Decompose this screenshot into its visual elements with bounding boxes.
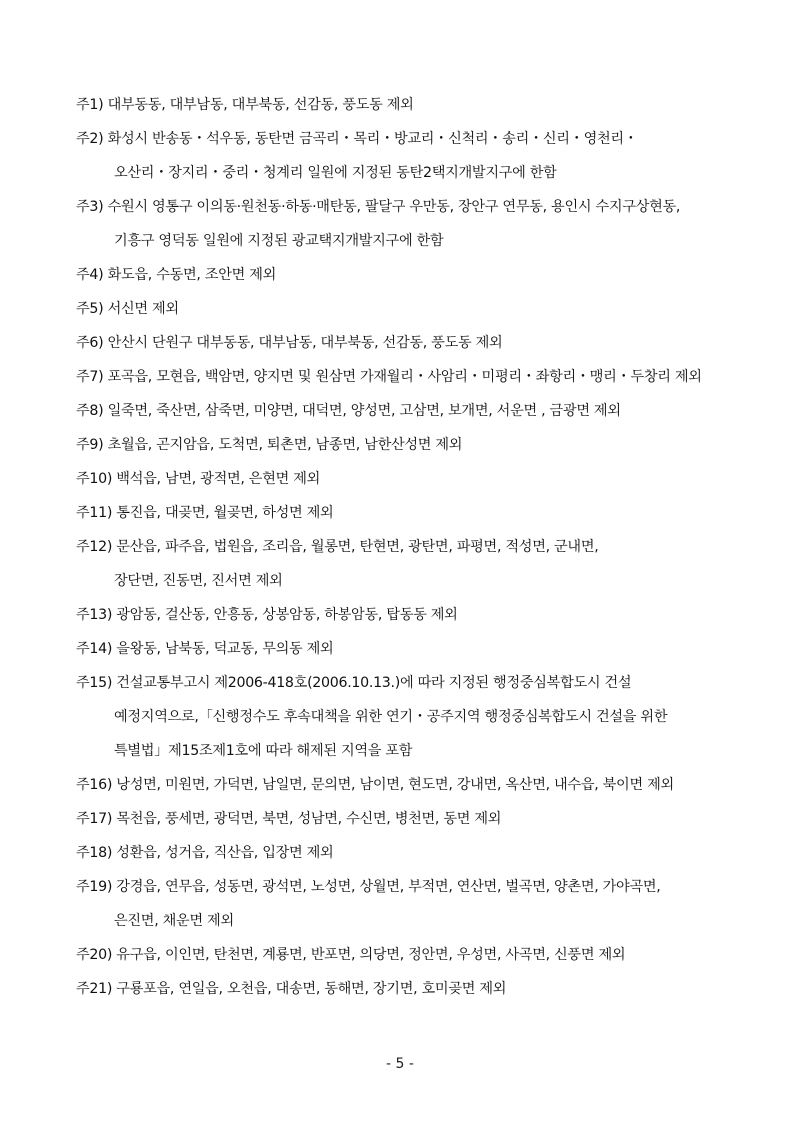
footnote-item <box>76 972 766 1006</box>
footnote-text: 주1) 대부동동, 대부남동, 대부북동, 선감동, 풍도동 제외 <box>76 97 414 113</box>
footnote-item <box>76 496 766 530</box>
footnote-item <box>76 190 766 258</box>
footnote-item <box>76 462 766 496</box>
footnote-item <box>76 292 766 326</box>
page-number: - 5 - <box>386 1056 414 1072</box>
footnote-item <box>76 428 766 462</box>
footnote-continuation: 은진면, 채운면 제외 <box>114 913 234 929</box>
footnote-text: 주20) 유구읍, 이인면, 탄천면, 계룡면, 반포면, 의당면, 정안면, 우성면, 사곡면, 신풍면 제외 <box>76 947 626 963</box>
footnote-continuation: 기흥구 영덕동 일원에 지정된 광교택지개발지구에 한함 <box>114 233 444 249</box>
footnote-continuation: 예정지역으로,「신행정수도 후속대책을 위한 연기・공주지역 행정중심복합도시 건설을 위한 <box>114 709 668 725</box>
footnote-text: 주18) 성환읍, 성거읍, 직산읍, 입장면 제외 <box>76 845 334 861</box>
footnote-continuation: 장단면, 진동면, 진서면 제외 <box>114 573 283 589</box>
footnote-text: 주5) 서신면 제외 <box>76 301 179 317</box>
footnote-text: 주21) 구룡포읍, 연일읍, 오천읍, 대송면, 동해면, 장기면, 호미곶면 제외 <box>76 981 507 997</box>
footnote-text: 주7) 포곡읍, 모현읍, 백암면, 양지면 및 원삼면 가재월리・사암리・미평리・좌항리・맹리・두창리 제외 <box>76 369 702 385</box>
footnote-text: 주12) 문산읍, 파주읍, 법원읍, 조리읍, 월롱면, 탄현면, 광탄면, 파평면, 적성면, 군내면, <box>76 539 599 555</box>
footnote-text: 주13) 광암동, 걸산동, 안흥동, 상봉암동, 하봉암동, 탑동동 제외 <box>76 607 458 623</box>
footnote-item <box>76 802 766 836</box>
footnote-item <box>76 258 766 292</box>
footnote-item <box>76 632 766 666</box>
footnote-item <box>76 836 766 870</box>
footnote-item <box>76 122 766 190</box>
footnote-item <box>76 530 766 598</box>
footnote-item <box>76 768 766 802</box>
footnote-continuation: 오산리・장지리・중리・청계리 일원에 지정된 동탄2택지개발지구에 한함 <box>114 165 557 181</box>
footnote-item <box>76 360 766 394</box>
footnote-list <box>76 88 766 1006</box>
footnote-text: 주3) 수원시 영통구 이의동·원천동·하동·매탄동, 팔달구 우만동, 장안구 연무동, 용인시 수지구상현동, <box>76 199 681 215</box>
footnote-text: 주6) 안산시 단원구 대부동동, 대부남동, 대부북동, 선감동, 풍도동 제외 <box>76 335 503 351</box>
footnote-text: 주19) 강경읍, 연무읍, 성동면, 광석면, 노성면, 상월면, 부적면, 연산면, 벌곡면, 양촌면, 가야곡면, <box>76 879 661 895</box>
footnote-text: 주17) 목천읍, 풍세면, 광덕면, 북면, 성남면, 수신면, 병천면, 동면 제외 <box>76 811 502 827</box>
footnote-text: 주16) 낭성면, 미원면, 가덕면, 남일면, 문의면, 남이면, 현도면, 강내면, 옥산면, 내수읍, 북이면 제외 <box>76 777 674 793</box>
footnote-item <box>76 666 766 768</box>
footnote-text: 주10) 백석읍, 남면, 광적면, 은현면 제외 <box>76 471 321 487</box>
footnote-item <box>76 88 766 122</box>
footnote-text: 주2) 화성시 반송동・석우동, 동탄면 금곡리・목리・방교리・신척리・송리・신리・영천리・ <box>76 131 638 147</box>
footnote-item <box>76 938 766 972</box>
footnote-continuation: 특별법」제15조제1호에 따라 해제된 지역을 포함 <box>114 743 413 759</box>
footnote-text: 주15) 건설교통부고시 제2006-418호(2006.10.13.)에 따라 지정된 행정중심복합도시 건설 <box>76 675 632 691</box>
footnote-text: 주9) 초월읍, 곤지암읍, 도척면, 퇴촌면, 남종면, 남한산성면 제외 <box>76 437 463 453</box>
footnote-item <box>76 870 766 938</box>
footnote-item <box>76 394 766 428</box>
footnote-item <box>76 326 766 360</box>
footnote-text: 주8) 일죽면, 죽산면, 삼죽면, 미양면, 대덕면, 양성면, 고삼면, 보개면, 서운면 , 금광면 제외 <box>76 403 621 419</box>
footnote-text: 주11) 통진읍, 대곶면, 월곶면, 하성면 제외 <box>76 505 334 521</box>
footnote-text: 주14) 을왕동, 남북동, 덕교동, 무의동 제외 <box>76 641 334 657</box>
footnote-item <box>76 598 766 632</box>
footnote-text: 주4) 화도읍, 수동면, 조안면 제외 <box>76 267 277 283</box>
